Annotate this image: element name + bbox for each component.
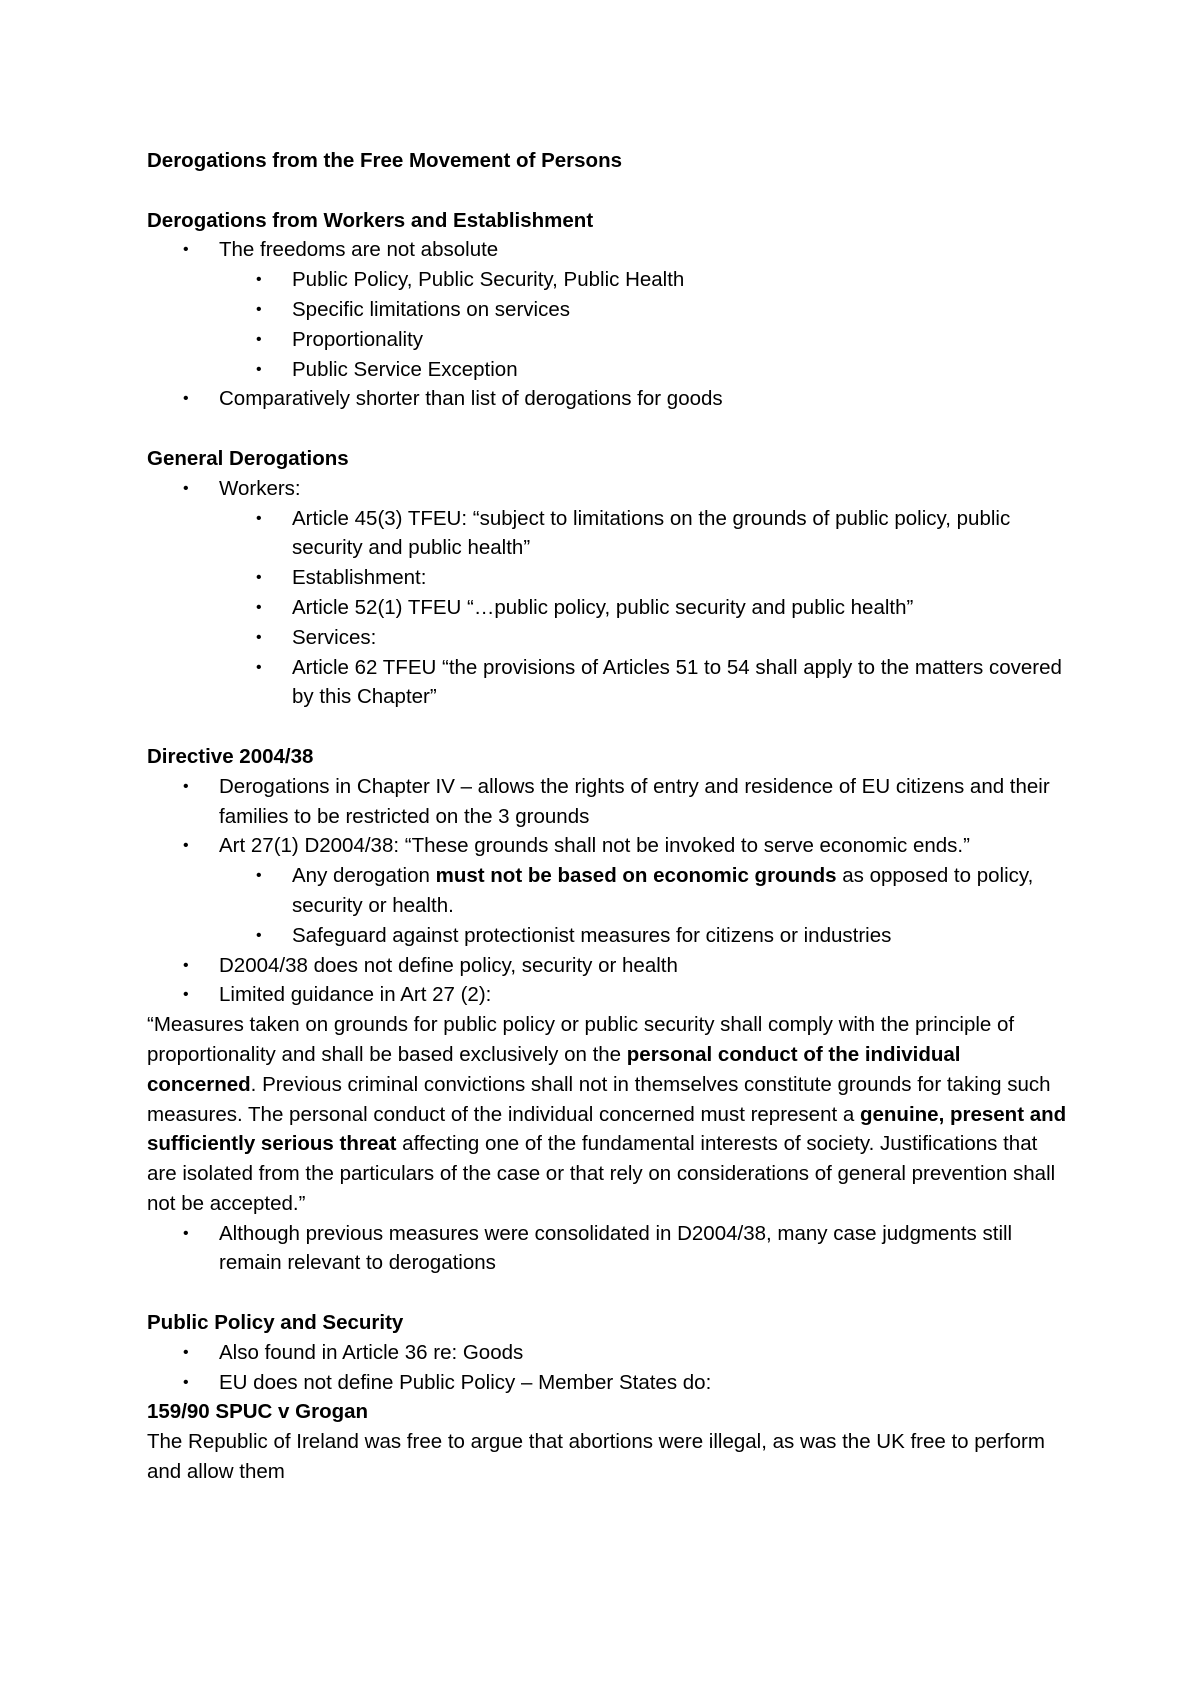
section-heading-directive: Directive 2004/38 bbox=[147, 744, 314, 768]
sub-bullet-item: • Article 45(3) TFEU: “subject to limitations on the grounds of public policy, public security and public health” bbox=[147, 504, 1067, 564]
bullet-item: • Although previous measures were consolidated in D2004/38, many case judgments still remain relevant to derogations bbox=[147, 1219, 1067, 1279]
section-heading-workers-establishment: Derogations from Workers and Establishment bbox=[147, 208, 594, 232]
text-run: “Measures taken on grounds for public policy or public security shall comply with the principle of proportionality and shall be based exclusively on the bbox=[147, 1013, 1015, 1066]
bold-text-run: personal conduct of the individual concerned bbox=[147, 1042, 961, 1096]
case-title: 159/90 SPUC v Grogan bbox=[147, 1400, 369, 1424]
text-run: Any derogation bbox=[292, 864, 436, 888]
sub-bullet-item: • Proportionality bbox=[147, 325, 1067, 355]
bullet-item: • D2004/38 does not define policy, security or health bbox=[147, 951, 1067, 981]
bullet-item: • The freedoms are not absolute bbox=[147, 235, 1067, 265]
section-heading-public-policy: Public Policy and Security bbox=[147, 1311, 404, 1335]
sub-bullet-item: • Article 62 TFEU “the provisions of Articles 51 to 54 shall apply to the matters covered by this Chapter” bbox=[147, 653, 1067, 713]
sub-bullet-item: • Services: bbox=[147, 623, 1067, 653]
spacer bbox=[147, 712, 1067, 742]
bullet-item: • Art 27(1) D2004/38: “These grounds shall not be invoked to serve economic ends.” bbox=[147, 831, 1067, 861]
bullet-item: • Derogations in Chapter IV – allows the rights of entry and residence of EU citizens and their families to be restricted on the 3 grounds bbox=[147, 772, 1067, 832]
bullet-item: • EU does not define Public Policy – Member States do: bbox=[147, 1368, 1067, 1398]
text-run: as opposed to policy, security or health. bbox=[292, 864, 1034, 917]
case-text: The Republic of Ireland was free to argue that abortions were illegal, as was the UK free to perform and allow them bbox=[147, 1430, 1045, 1484]
quote-paragraph bbox=[147, 1010, 1067, 1219]
spacer bbox=[147, 176, 1067, 206]
bold-text-run: genuine, present and sufficiently serious threat bbox=[147, 1102, 1067, 1156]
bullet-item: • Workers: bbox=[147, 474, 1067, 504]
document-page bbox=[147, 146, 1067, 1487]
sub-bullet-item bbox=[147, 861, 1067, 921]
bold-text-run: must not be based on economic grounds bbox=[435, 864, 837, 888]
section-heading-general-derogations: General Derogations bbox=[147, 446, 349, 470]
sub-bullet-item: • Public Policy, Public Security, Public Health bbox=[147, 265, 1067, 295]
sub-bullet-item: • Establishment: bbox=[147, 563, 1067, 593]
bullet-item: • Limited guidance in Art 27 (2): bbox=[147, 980, 1067, 1010]
sub-bullet-item: • Specific limitations on services bbox=[147, 295, 1067, 325]
text-run: affecting one of the fundamental interests of society. Justifications that are isolated from the particulars of the case or that rely on considerations of general prevention shall not be accepted.” bbox=[147, 1132, 1056, 1215]
bullet-item: • Comparatively shorter than list of derogations for goods bbox=[147, 384, 1067, 414]
sub-bullet-item: • Safeguard against protectionist measures for citizens or industries bbox=[147, 921, 1067, 951]
spacer bbox=[147, 414, 1067, 444]
spacer bbox=[147, 1278, 1067, 1308]
text-run: . Previous criminal convictions shall not in themselves constitute grounds for taking such measures. The personal conduct of the individual concerned must represent a bbox=[147, 1072, 1051, 1126]
sub-bullet-item: • Public Service Exception bbox=[147, 355, 1067, 385]
document-title: Derogations from the Free Movement of Persons bbox=[147, 149, 623, 172]
bullet-item: • Also found in Article 36 re: Goods bbox=[147, 1338, 1067, 1368]
sub-bullet-item: • Article 52(1) TFEU “…public policy, public security and public health” bbox=[147, 593, 1067, 623]
